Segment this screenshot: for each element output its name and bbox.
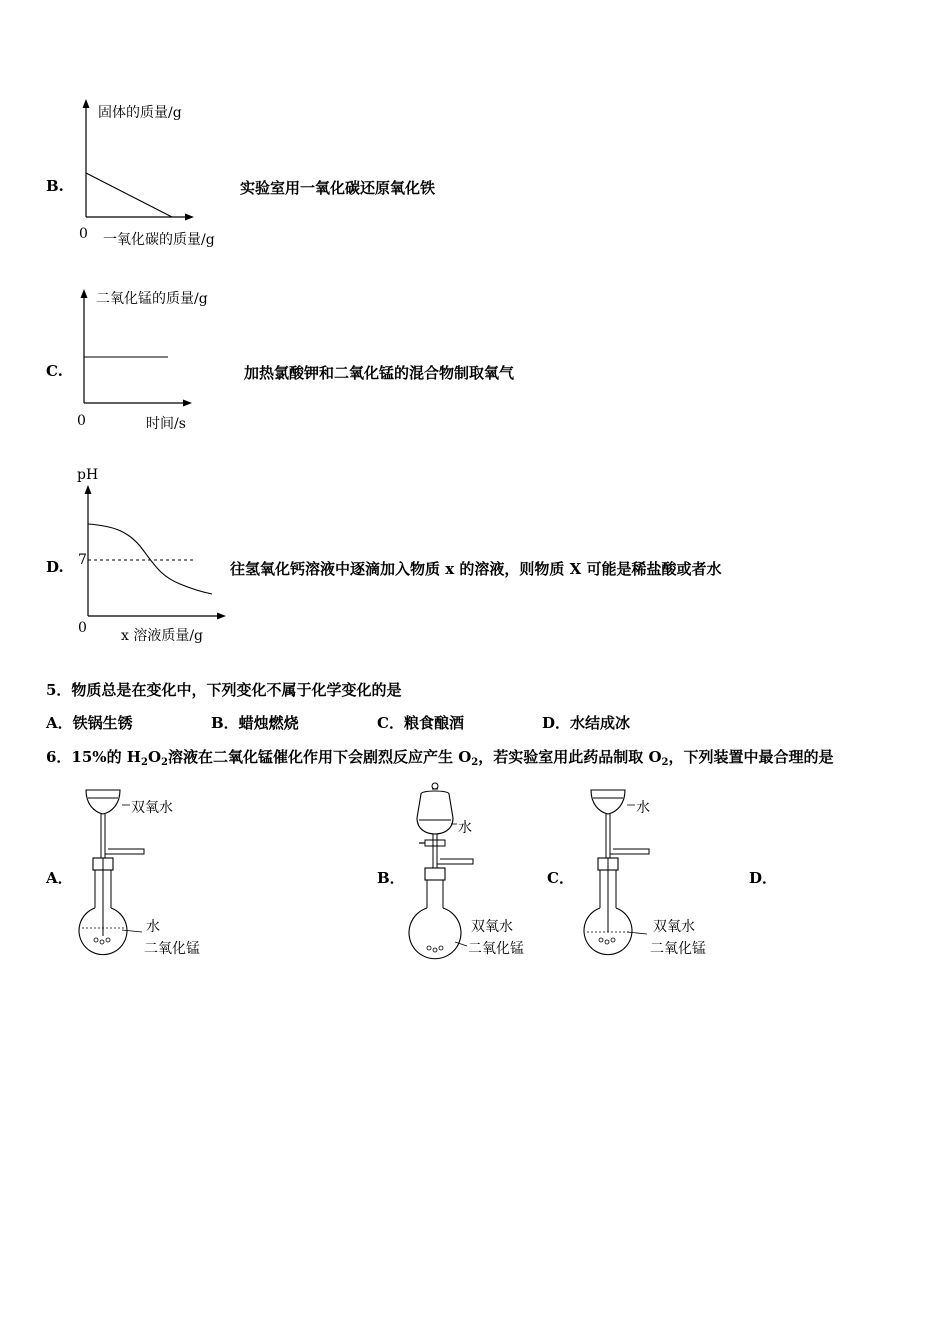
apparatus-a-label-1: 水 bbox=[146, 919, 160, 935]
q6-option-c: C． bbox=[547, 869, 574, 887]
option-c-letter: C. bbox=[46, 362, 63, 380]
option-b-letter: B. bbox=[46, 177, 64, 195]
apparatus-a-top-label: 双氧水 bbox=[131, 800, 173, 816]
apparatus-b-label-1: 双氧水 bbox=[471, 919, 513, 935]
apparatus-b-top-label: 水 bbox=[458, 820, 472, 836]
q6-option-b: B． bbox=[377, 869, 405, 887]
graph-c-ylabel: 二氧化锰的质量/g bbox=[96, 291, 208, 307]
apparatus-a-label-2: 二氧化锰 bbox=[144, 941, 200, 957]
q5-option-b: B．蜡烛燃烧 bbox=[211, 714, 299, 732]
q5-option-a: A．铁锅生锈 bbox=[46, 714, 133, 732]
apparatus-c bbox=[583, 786, 663, 958]
q5-option-d: D．水结成冰 bbox=[542, 714, 631, 732]
graph-d-ylabel: pH bbox=[77, 467, 99, 483]
graph-b-xlabel: 一氧化碳的质量/g bbox=[103, 232, 215, 248]
q6-stem: 6．15%的 $H_2O_2$溶液在二氧化锰催化作用下会剧烈反应产生 $O_2$，若实验室用此药品制取 $O_2$，下列装置中最合理的是 bbox=[46, 748, 834, 768]
q6-option-a: A． bbox=[46, 869, 73, 887]
graph-b-ylabel: 固体的质量/g bbox=[98, 105, 182, 121]
option-d-letter: D. bbox=[46, 558, 64, 576]
graph-d bbox=[70, 480, 250, 630]
graph-d-xlabel: x 溶液质量/g bbox=[121, 628, 204, 644]
graph-d-origin: 0 bbox=[78, 620, 87, 636]
apparatus-c-label-2: 二氧化锰 bbox=[650, 941, 706, 957]
graph-b-origin: 0 bbox=[79, 226, 88, 242]
option-b-text: 实验室用一氧化碳还原氧化铁 bbox=[240, 179, 436, 197]
option-d-text: 往氢氧化钙溶液中逐滴加入物质 x 的溶液，则物质 X 可能是稀盐酸或者水 bbox=[230, 560, 722, 578]
q6-option-d: D． bbox=[749, 869, 778, 887]
graph-c-origin: 0 bbox=[77, 413, 86, 429]
apparatus-b-label-2: 二氧化锰 bbox=[468, 941, 524, 957]
apparatus-c-top-label: 水 bbox=[636, 800, 650, 816]
graph-c-xlabel: 时间/s bbox=[146, 416, 186, 432]
apparatus-c-label-1: 双氧水 bbox=[653, 919, 695, 935]
q5-option-c: C．粮食酿酒 bbox=[377, 714, 464, 732]
q5-stem: 5．物质总是在变化中，下列变化不属于化学变化的是 bbox=[46, 681, 402, 699]
graph-d-tick7: 7 bbox=[78, 552, 87, 568]
option-c-text: 加热氯酸钾和二氧化锰的混合物制取氧气 bbox=[244, 364, 515, 382]
